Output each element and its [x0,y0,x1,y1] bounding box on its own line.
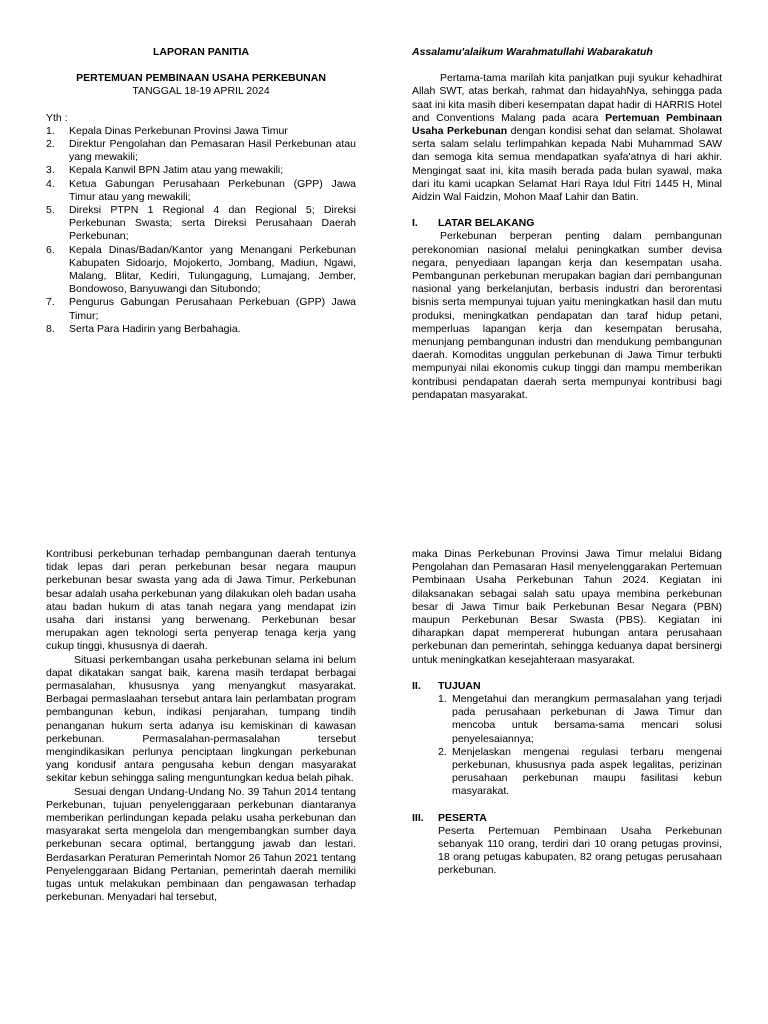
goals-list [412,693,722,799]
section-heading-background: I. LATAR BELAKANG [412,217,535,230]
page1-right-column [412,46,722,402]
list-item: 7. Pengurus Gabungan Perusahaan Perkebuan (GPP) Jawa Timur; [46,296,356,322]
list-item: 3. Kepala Kanwil BPN Jatim atau yang mewakili; [46,164,284,177]
list-item: 1. Mengetahui dan merangkum permasalahan yang terjadi pada perusahaan perkebunan di Jawa Timur dan mencoba untuk bersama-sama mencari solusi penyelesaiannya; [438,693,722,745]
paragraph: Kontribusi perkebunan terhadap pembangunan daerah tentunya tidak lepas dari peran perkebunan besar negara maupun perkebunan besar swasta yang ada di Jawa Timur. Perkebunan besar adalah usaha perkebunan yang dilakukan oleh badan usaha atau badan hukum di atas tanah negara yang mendapat izin usaha dari instansi yang berwenang. Perkebunan besar merupakan agen teknologi serta penyerap tenaga kerja yang cukup tinggi, khususnya di daerah. [46,548,356,653]
addressee-label: Yth : [46,111,68,124]
paragraph: Situasi perkembangan usaha perkebunan selama ini belum dapat dikatakan sangat baik, karena masih terdapat berbagai permasalahan, khususnya yang menyangkut masyarakat. Berbagai permaslaahan tersebut antara lain perlambatan program pembangunan kebun, indikasi penjarahan, tumpang tindih penanganan hukum serta adanya isu kemiskinan di kawasan perkebunan. Permasalahan-permasalahan tersebut mengindikasikan perlunya penciptaan lingkungan perkebunan yang kondusif antara pengusaha kebun dengan masyarakat sekitar kebun sehingga saling menguntungkan kedua belah pihak. [46,653,356,785]
section-heading-goals: II. TUJUAN [412,679,481,692]
paragraph: maka Dinas Perkebunan Provinsi Jawa Timur melalui Bidang Pengolahan dan Pemasaran Hasil menyelenggarakan Pertemuan Pembinaan Usaha Perkebunan Tahun 2024. Kegiatan ini dilaksanakan sebagai salah satu upaya membina perkebunan besar di Jawa Timur baik Perkebunan Besar Negara (PBN) maupun Perkebunan Besar Swasta (PBS). Kegiatan ini diharapkan dapat mempererat hubungan antara perusahaan perkebunan dan pemerintah, sehingga keduanya dapat bersinergi untuk meningkatkan kesejahteraan masyarakat. [412,548,722,666]
greeting: Assalamu'alaikum Warahmatullahi Wabarakatuh [412,46,653,58]
section-heading-participants: III. PESERTA [412,811,487,824]
event-title: PERTEMUAN PEMBINAAN USAHA PERKEBUNAN [76,72,326,85]
list-item: 2. Menjelaskan mengenai regulasi terbaru mengenai perkebunan, khususnya pada aspek legalitas, perizinan perusahaan perkebunan maupu fasilitasi kebun masyarakat. [438,745,722,798]
list-item: 5. Direksi PTPN 1 Regional 4 dan Regional 5; Direksi Perkebunan Swasta; serta Direksi Perusahaan Daerah Perkebunan; [46,204,356,243]
participants-paragraph: Peserta Pertemuan Pembinaan Usaha Perkebunan sebanyak 110 orang, terdiri dari 10 orang petugas provinsi, 18 orang petugas kabupaten, 82 orang petugas perusahaan perkebunan. [438,824,722,877]
document-page-2 [0,512,768,1024]
recipient-list [46,125,356,336]
paragraph: Sesuai dengan Undang-Undang No. 39 Tahun 2014 tentang Perkebunan, tujuan penyelenggaraan perkebunan diantaranya memberikan perlindungan kepada pelaku usaha perkebunan dan masyarakat serta mengelola dan mengembangkan sumber daya perkebunan secara optimal, bertanggung jawab dan lestari. Berdasarkan Peraturan Pemerintah Nomor 26 Tahun 2021 tentang Penyelenggaraan Bidang Pertanian, pemerintah daerah memiliki tugas untuk melakukan pembinaan dan pengawasan terhadap perkebunan. Menyadari hal tersebut, [46,785,356,904]
event-date: TANGGAL 18-19 APRIL 2024 [132,85,270,98]
background-paragraph: Perkebunan berperan penting dalam pembangunan perekonomian nasional melalui peningkatkan sumber devisa negara, penyediaan lapangan kerja dan kesempatan usaha. Pembangunan perkebunan merupakan bagian dari pembangunan nasional yang berkelanjutan, berbasis industri dan berorentasi bisnis serta mempunyai tujuan yaitu meningkatkan hasil dan mutu produksi, meningkatkan pendapatan dan taraf hidup petani, memperluas lapangan kerja dan kesempatan berusaha, menunjang pembangunan industri dan mendukung pembangunan daerah. Komoditas unggulan perkebunan di Jawa Timur terbukti mempunyai nilai ekonomis cukup tinggi dan mampu memberikan kontribusi pendapatan daerah serta mempunyai kontribusi bagi pendapatan masyarakat. [412,230,722,401]
list-item: 8. Serta Para Hadirin yang Berbahagia. [46,322,241,335]
list-item: 2. Direktur Pengolahan dan Pemasaran Hasil Perkebunan atau yang mewakili; [46,138,356,164]
report-title: LAPORAN PANITIA [152,46,250,58]
list-item: 4. Ketua Gabungan Perusahaan Perkebunan (GPP) Jawa Timur atau yang mewakili; [46,177,356,203]
page2-left-column [46,548,356,904]
page1-left-column [46,46,356,336]
list-item: 1. Kepala Dinas Perkebunan Provinsi Jawa Timur [46,124,288,137]
page2-right-column [412,548,722,878]
opening-paragraph: Pertama-tama marilah kita panjatkan puji syukur kehadhirat Allah SWT, atas berkah, rahmat dan hidayahNya, sehingga pada saat ini kita masih diberi kesempatan dapat hadir di HARRIS Hotel and Conventions Malang pada acara Pertemuan Pembinaan Usaha Perkebunan dengan kondisi sehat dan selamat. Sholawat serta salam selalu terlimpahkan kepada Nabi Muhammad SAW dan semoga kita semua mendapatkan syafa'atnya di hari akhir. Mengingat saat ini, kita masih berada pada bulan syawal, maka dari itu kami ucapkan Selamat Hari Raya Idul Fitri 1445 H, Minal Aidzin Wal Faidzin, Mohon Maaf Lahir dan Batin. [412,72,723,204]
list-item: 6. Kepala Dinas/Badan/Kantor yang Menangani Perkebunan Kabupaten Sidoarjo, Mojokerto, Jombang, Madiun, Ngawi, Malang, Blitar, Kediri, Tulungagung, Lumajang, Jember, Bondowoso, Banyuwangi dan Situbondo; [46,243,356,296]
